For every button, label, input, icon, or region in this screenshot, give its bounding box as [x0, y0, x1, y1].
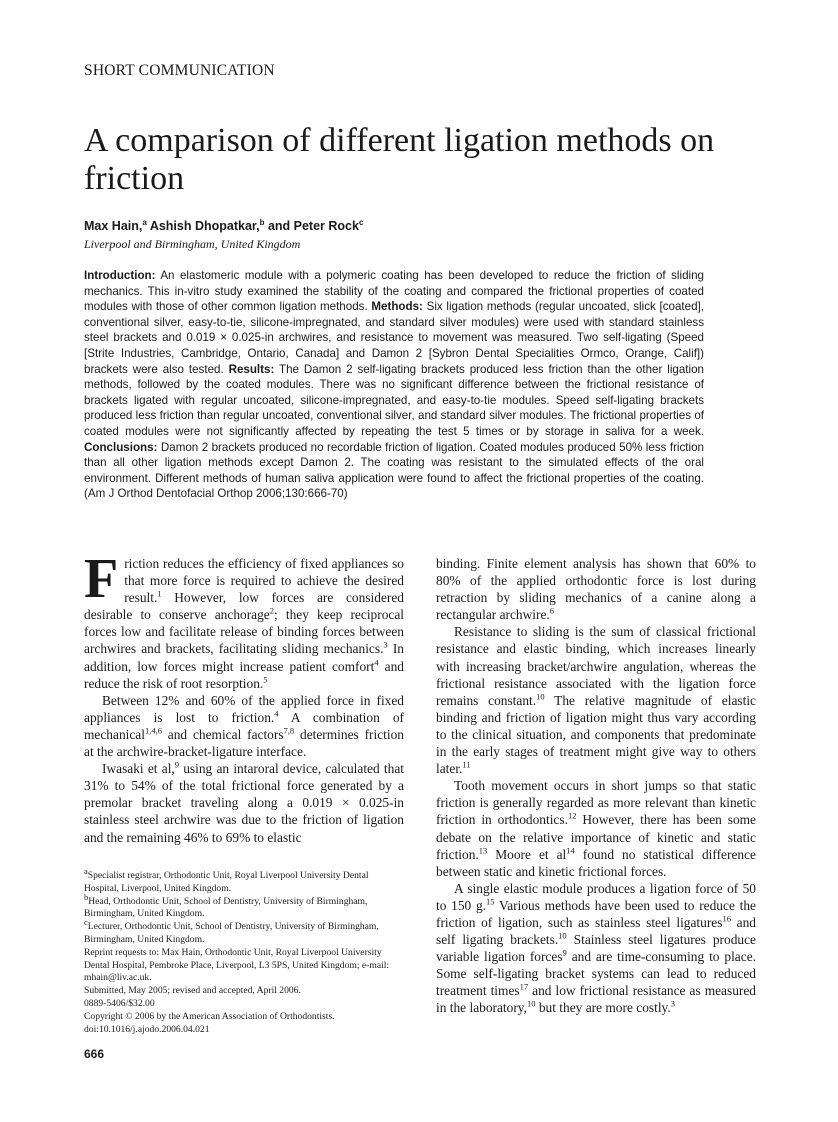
citation-ref: 5 [263, 674, 268, 685]
article-title: A comparison of different ligation methods on friction [84, 122, 715, 197]
citation-ref: 4 [274, 708, 279, 719]
author-name: and Peter Rock [264, 219, 359, 234]
text: However, low forces are considered desirable to conserve anchorage [84, 590, 404, 623]
text: However, there has been some debate on the relative importance of kinetic and static friction. [436, 812, 756, 862]
text: A combination of mechanical [84, 709, 404, 742]
author-affil-mark: c [358, 218, 364, 227]
footnote-affiliation-a [84, 865, 404, 896]
citation-ref: 9 [562, 947, 567, 958]
abstract-conclusions-text: Damon 2 brackets produced no recordable friction of ligation. Coated modules produced 50% less friction than all other ligation methods except Damon 2. The coating was resistant to the simulated effects of the oral environment. Different methods of human saliva application were found to affect the frictional properties of the coating. (Am J Orthod Dentofacial Orthop 2006;130:666-70) [84, 440, 704, 501]
author-name: Ashish Dhopatkar, [146, 219, 260, 234]
footnote-mark: c [84, 917, 88, 927]
text: Lecturer, Orthodontic Unit, School of Dentistry, University of Birmingham, Birmingham, United Kingdom. [84, 921, 379, 945]
paragraph [436, 777, 756, 880]
abstract-intro-text: An elastomeric module with a polymeric coating has been developed to reduce the friction of sliding mechanics. This in-vitro study examined the stability of the coating and compared the frictional properties of coated modules with those of other common ligation methods. [84, 269, 704, 314]
citation-ref: 13 [478, 845, 488, 856]
author-affil-mark: b [259, 218, 265, 227]
citation-ref: 9 [174, 759, 180, 770]
text: Iwasaki et al, [102, 761, 175, 777]
text: and low frictional resistance as measured in the laboratory, [436, 983, 757, 1016]
footnote-doi[interactable]: doi:10.1016/j.ajodo.2006.04.021 [84, 1023, 210, 1035]
abstract-results-label: Results: [228, 362, 275, 376]
paragraph [84, 760, 404, 845]
abstract [84, 268, 704, 502]
citation-ref: 10 [526, 998, 536, 1009]
body-column-right [436, 555, 756, 1017]
text: Between 12% and 60% of the applied force in fixed appliances is lost to friction. [84, 692, 404, 725]
text: Stainless steel ligatures produce variable ligation forces [436, 932, 756, 965]
abstract-methods-label: Methods: [371, 300, 423, 314]
text: riction reduces the efficiency of fixed appliances so that more force is required to achieve the desired result. [124, 556, 404, 606]
footnote-reprint: Reprint requests to: Max Hain, Orthodontic Unit, Royal Liverpool University Dental Hospital, Pembroke Place, Liverpool, L3 5PS, United Kingdom; e-mail: mhain@liv.ac.uk. [84, 946, 390, 984]
text: Head, Orthodontic Unit, School of Dentistry, University of Birmingham, Birmingham, United Kingdom. [84, 895, 368, 920]
abstract-methods-text: Six ligation methods (regular uncoated, slick [coated], conventional silver, easy-to-tie, silicone-impregnated, and standard silver modules) were used with standard stainless steel brackets and 0.019 × 0.025-in archwires, and resistance to movement was measured. Two self-ligating (Speed [Strite Industries, Cambridge, Ontario, Canada] and Damon 2 [Sybron Dental Specialities Ormco, Orange, Calif]) brackets were also tested. [84, 300, 704, 376]
footnote-mark: b [84, 891, 89, 902]
citation-ref: 10 [536, 691, 545, 702]
author-name: Max Hain, [84, 219, 143, 234]
page-number: 666 [84, 1047, 105, 1061]
citation-ref: 12 [567, 810, 577, 821]
citation-ref: 17 [519, 981, 529, 992]
footnotes [84, 865, 404, 1036]
citation-ref: 11 [462, 759, 471, 770]
text: and reduce the risk of root resorption. [84, 658, 404, 691]
author-affil-mark: a [142, 218, 147, 227]
section-label: SHORT COMMUNICATION [84, 62, 275, 79]
paragraph [84, 692, 404, 760]
author-list [84, 218, 363, 233]
drop-cap: F [84, 548, 119, 610]
text: and self ligating brackets. [436, 914, 757, 948]
text: Various methods have been used to reduce the friction of ligation, such as stainless steel ligatures [436, 897, 756, 930]
text: Moore et al [487, 846, 567, 862]
paragraph [436, 555, 756, 623]
text: ; they keep reciprocal forces low and facilitate release of binding forces between archwires and brackets, facilitating sliding mechanics. [84, 607, 404, 657]
paragraph [84, 548, 404, 692]
text: Tooth movement occurs in short jumps so that static friction is generally regarded as more relevant than kinetic friction in orthodontics. [436, 778, 756, 828]
citation-ref: 2 [269, 605, 275, 616]
text: found no statistical difference between static and kinetic frictional forces. [436, 846, 756, 879]
affiliation: Liverpool and Birmingham, United Kingdom [84, 237, 301, 251]
footnote-issn: 0889-5406/$32.00 [84, 997, 155, 1009]
footnote-copyright: Copyright © 2006 by the American Association of Orthodontists. [84, 1010, 335, 1022]
footnote-mark: a [84, 865, 88, 876]
abstract-conclusions-label: Conclusions: [84, 440, 158, 454]
citation-ref: 10 [558, 930, 567, 941]
abstract-intro-label: Introduction: [84, 269, 156, 282]
text: A single elastic module produces a ligation force of 50 to 150 g. [436, 880, 756, 913]
footnote-affiliation-b [84, 891, 404, 922]
footnote-affiliation-c [84, 917, 404, 947]
text: using an intaroral device, calculated that 31% to 54% of the total frictional force generated by a premolar bracket traveling along a 0.019 × 0.025-in stainless steel archwire was due to the friction of ligation and the remaining 46% to 69% to elastic [84, 761, 404, 845]
citation-ref: 3 [670, 998, 675, 1009]
text: and chemical factors [161, 726, 284, 742]
text: Specialist registrar, Orthodontic Unit, Royal Liverpool University Dental Hospital, Liverpool, United Kingdom. [84, 870, 369, 894]
text: The relative magnitude of elastic binding and friction of ligation might thus vary according to the clinical situation, and components that predominate in the early stages of treatment might give way to others later. [436, 692, 756, 777]
text: In addition, low forces might increase patient comfort [84, 641, 404, 674]
citation-ref: 6 [549, 605, 554, 616]
text: Resistance to sliding is the sum of classical frictional resistance and elastic binding, which increases linearly with increasing bracket/archwire angulation, whereas the frictional resistance associated with the ligation force remains constant. [436, 624, 756, 708]
citation-ref: 1 [157, 588, 162, 599]
footnote-submitted: Submitted, May 2005; revised and accepted, April 2006. [84, 985, 301, 997]
citation-ref: 14 [566, 845, 575, 856]
citation-ref: 15 [486, 896, 495, 907]
citation-ref: 7,8 [283, 725, 295, 736]
citation-ref: 4 [374, 657, 379, 668]
body-column-left [84, 548, 404, 846]
text: binding. Finite element analysis has shown that 60% to 80% of the applied orthodontic force is lost during retraction by sliding mechanics of a canine along a rectangular archwire. [436, 556, 756, 623]
text: and are time-consuming to place. Some self-ligating bracket systems can lead to reduced treatment times [436, 949, 756, 999]
paragraph [436, 623, 756, 777]
abstract-results-text: The Damon 2 self-ligating brackets produced less friction than the other ligation methods, followed by the coated modules. There was no significant difference between the frictional resistance of brackets ligated with regular uncoated, silicone-impregnated, and easy-to-tie modules. Speed self-ligating brackets produced less friction than regular uncoated, conventional silver, and standard silver modules. The frictional properties of coated modules were not significantly affected by repeating the test 5 times or by storage in saliva for a week. [84, 362, 704, 438]
citation-ref: 16 [722, 913, 731, 924]
text: determines friction at the archwire-bracket-ligature interface. [84, 726, 404, 760]
citation-ref: 1,4,6 [144, 725, 162, 736]
paragraph [436, 880, 756, 1017]
text: but they are more costly. [535, 1000, 671, 1016]
citation-ref: 3 [383, 640, 388, 650]
